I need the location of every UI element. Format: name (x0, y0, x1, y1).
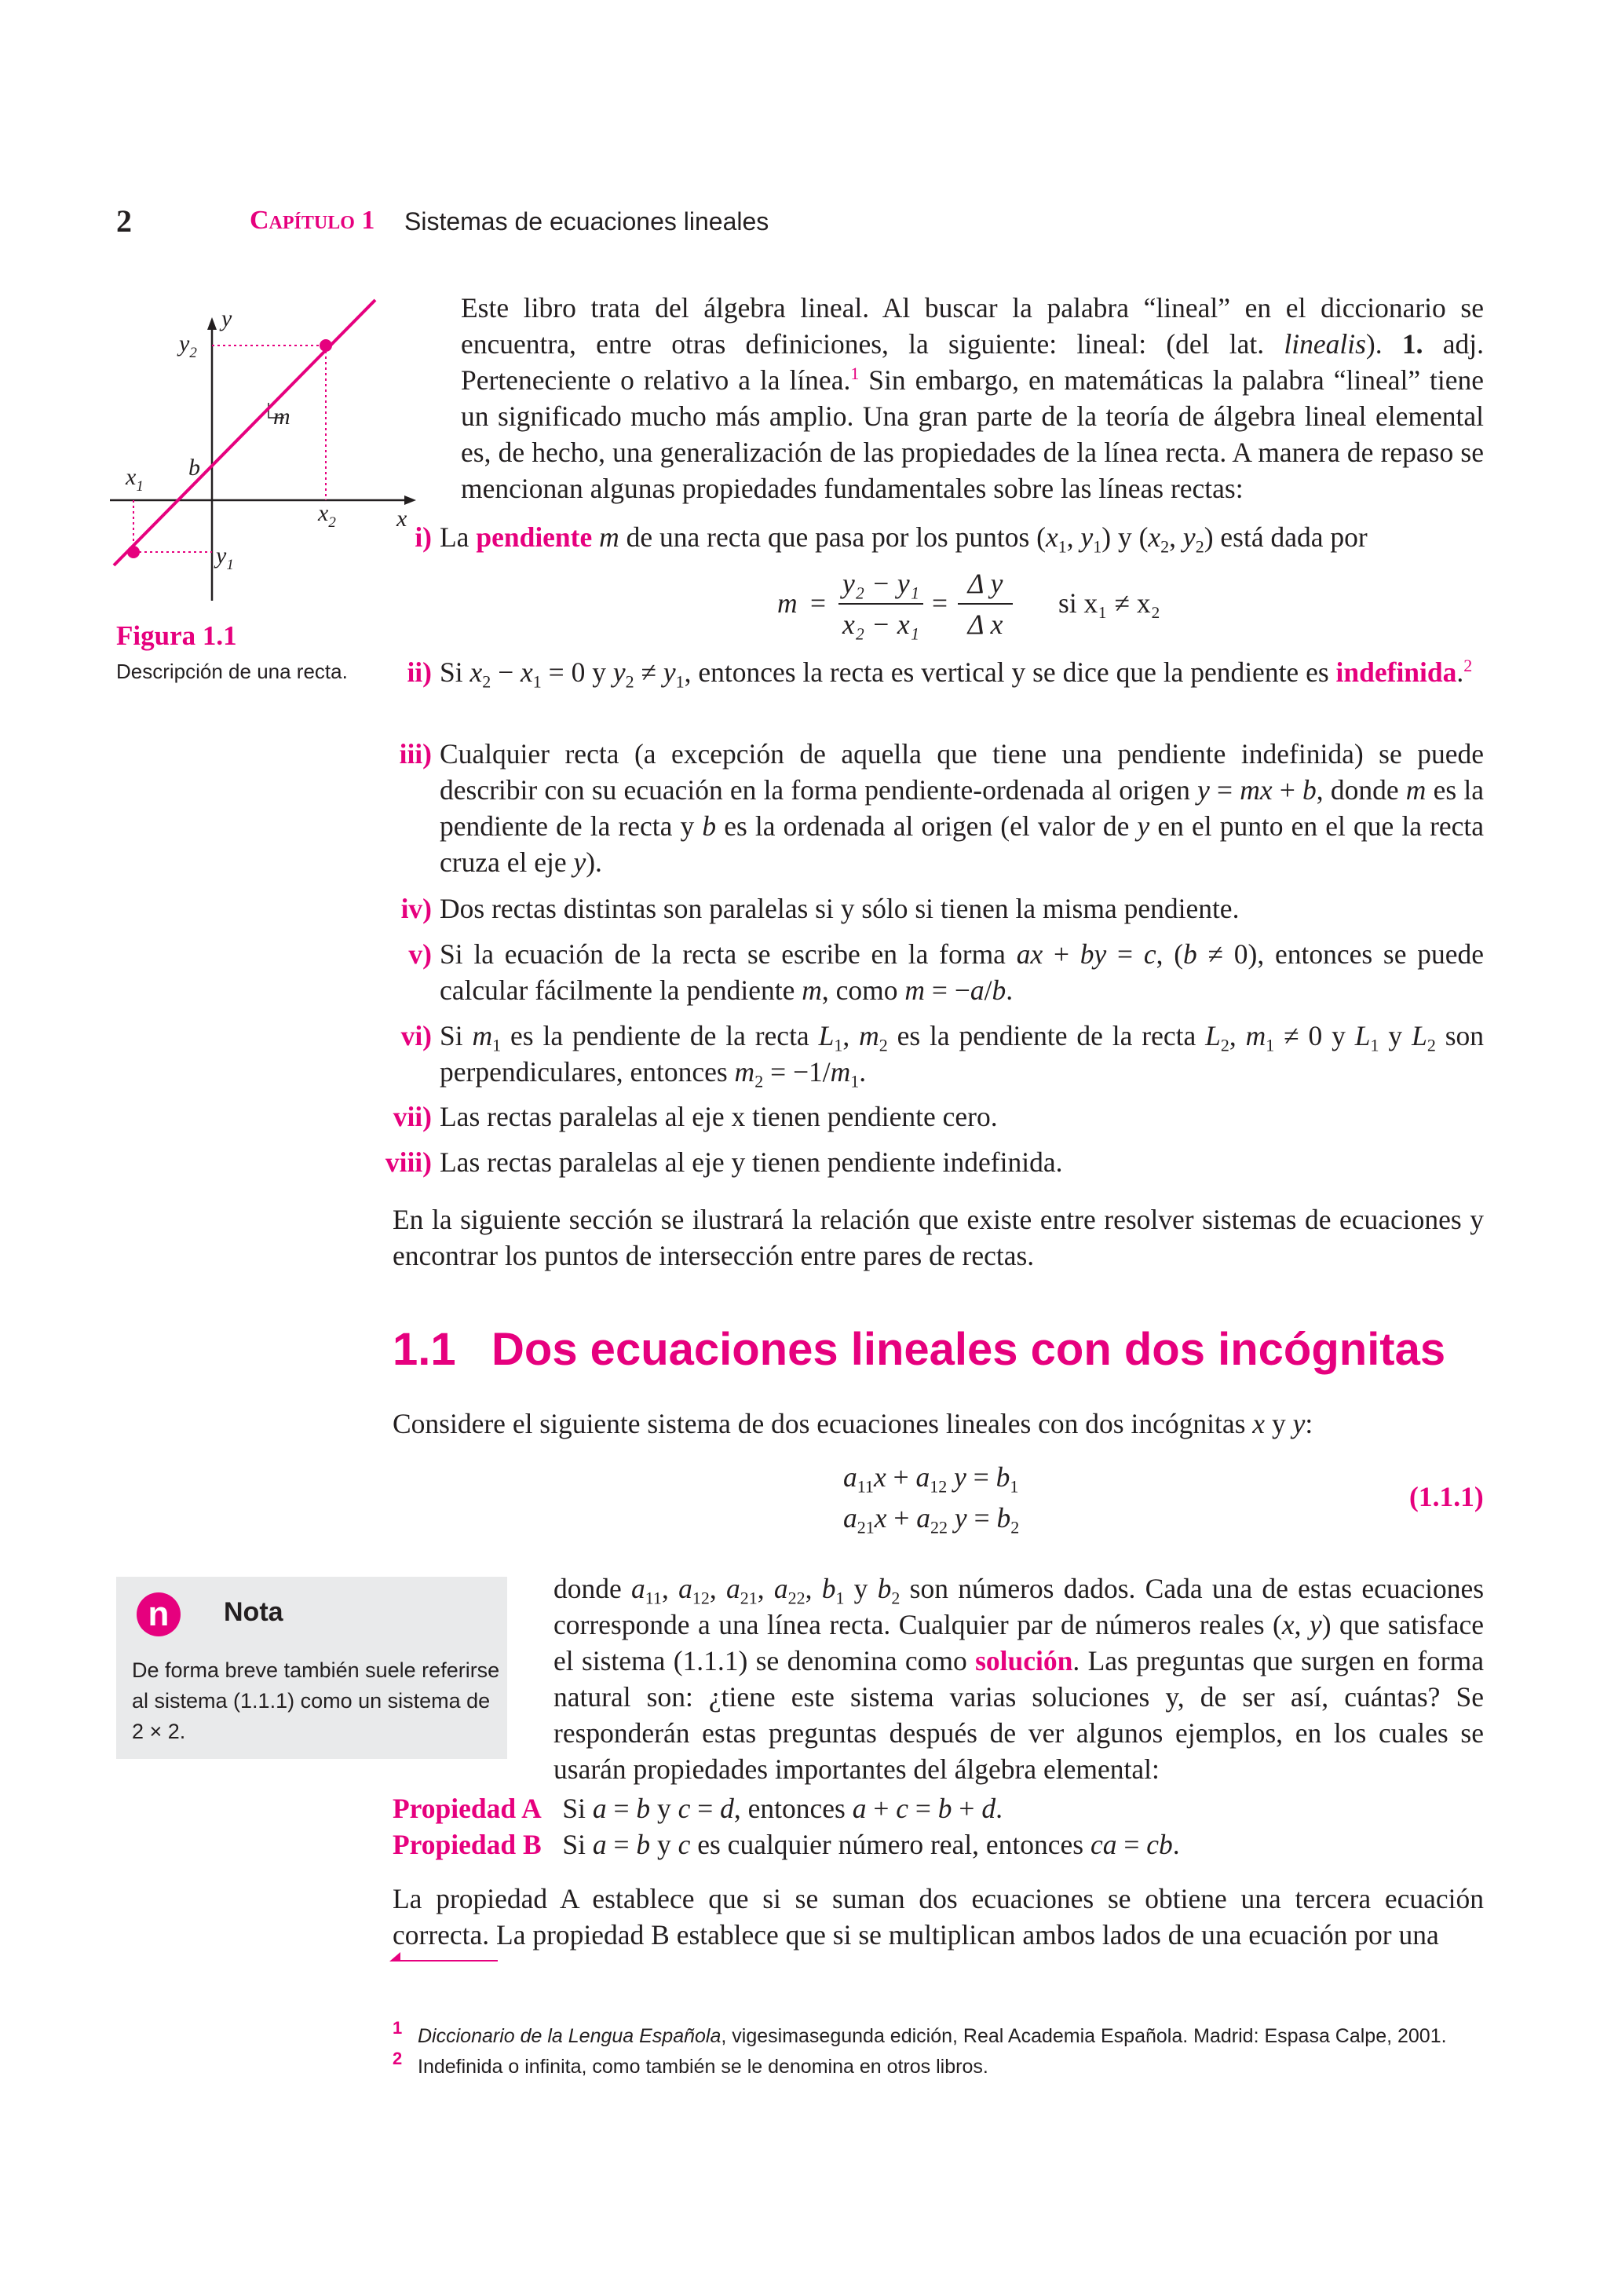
section-number: 1.1 (393, 1324, 456, 1375)
section-title: Dos ecuaciones lineales con dos incógnitas (491, 1324, 1446, 1375)
transition-paragraph: En la siguiente sección se ilustrará la relación que existe entre resolver sistemas de ecuaciones y encontrar los puntos de intersección entre pares de rectas. (393, 1204, 1484, 1271)
list-item-iv: iv) Dos rectas distintas son paralelas si y sólo si tienen la misma pendiente. (400, 893, 1240, 924)
graph-line (114, 300, 375, 565)
note-text: De forma breve también suele referirse al sistema (1.1.1) como un sistema de 2 × 2. (132, 1658, 500, 1743)
list-item-vii: vii) Las rectas paralelas al eje x tienen pendiente cero. (393, 1101, 998, 1132)
note-title: Nota (224, 1597, 283, 1627)
footnote-ref-1: 1 (850, 363, 860, 383)
m-label: m (273, 404, 290, 430)
equation-2: $a_{21}x + a_{22}$ $y = b_2$ (843, 1502, 1020, 1537)
x-axis-arrow-icon (404, 495, 416, 505)
equation-number: (1.1.1) (1409, 1481, 1484, 1512)
closing-paragraph: La propiedad A establece que si se suman dos ecuaciones se obtiene una tercera ecuación correcta. La propiedad B establece que si se multiplican ambos lados de una ecuación por una (393, 1883, 1484, 1951)
footnote-rule (393, 1960, 498, 1961)
x2-label: $x_2$ (318, 500, 336, 531)
note-box (116, 1577, 507, 1759)
y1-label: $y_1$ (216, 543, 234, 573)
y-axis-label: y (221, 305, 232, 331)
chapter-label: Capítulo 1 (250, 206, 375, 235)
x1-label: $x_1$ (126, 464, 144, 495)
list-item-ii: ii) Si $x_2 - x_1 = 0$ y $y_2 \ne y_1$, entonces la recta es vertical y se dice que la pendiente es indefinida.$^2$ (407, 655, 1473, 692)
system-equations (843, 1457, 1019, 1538)
chapter-title: Sistemas de ecuaciones lineales (404, 207, 769, 236)
donde-paragraph: donde $a_{11}$, $a_{12}$, $a_{21}$, $a_{22}$, $b_1$ y $b_2$ son números dados. Cada una de estas ecuaciones corresponde a una línea recta. Cualquier par de números reales (x, y) que satisface el sistema (1.1.1) se denomina como solución. Las preguntas que surgen en forma natural son: ¿tiene este sistema varias soluciones y, de ser así, cuántas? Se responderán estas preguntas después de ver algunos ejemplos, en los cuales se usarán propiedades importantes del álgebra elemental: (553, 1573, 1485, 1785)
figure-caption: Figura 1.1 (116, 620, 237, 651)
intro-paragraph: Este libro trata del álgebra lineal. Al buscar la palabra “lineal” en el diccionario se encuentra, entre otras definiciones, la siguiente: lineal: (del lat. linealis). 1. adj. Perteneciente o relativo a la línea.$^1$ Sin embargo, en matemáticas la palabra “lineal” tiene un significado mucho más amplio. Una gran parte de la teoría de álgebra lineal elemental es, de hecho, una generalización de las propiedades de la línea recta. A manera de repaso se mencionan algunas propiedades fundamentales sobre las líneas rectas: (461, 292, 1485, 504)
page-number: 2 (116, 203, 132, 239)
system-intro: Considere el siguiente sistema de dos ecuaciones lineales con dos incógnitas x y y: (393, 1408, 1313, 1439)
list-item-v: v) Si la ecuación de la recta se escribe en la forma ax + by = c, (b ≠ 0), entonces se puede calcular fácilmente la pendiente m, como m = −a/b. (408, 938, 1485, 1006)
property-a: Propiedad A Si a = b y c = d, entonces a + c = b + d. (393, 1793, 1003, 1824)
figure-description: Descripción de una recta. (116, 660, 348, 683)
list-item-vi: vi) Si $m_1$ es la pendiente de la recta $L_1$, $m_2$ es la pendiente de la recta $L_2$, $m_1 \ne 0$ y $L_1$ y $L_2$ son perpendiculares, entonces $m_2 = -1/m_1$. (400, 1020, 1485, 1091)
y2-label: $y_2$ (179, 331, 197, 361)
figure-line-graph (110, 298, 424, 612)
point-2 (320, 339, 332, 352)
footnote-2: 2 Indefinida o infinita, como también se le denomina en otros libros. (393, 2049, 988, 2078)
y-axis-arrow-icon (207, 317, 217, 330)
footnote-ref-2: 2 (1463, 655, 1473, 675)
point-1 (127, 546, 140, 558)
property-b: Propiedad B Si a = b y c es cualquier número real, entonces ca = cb. (393, 1829, 1180, 1860)
list-item-iii: iii) Cualquier recta (a excepción de aquella que tiene una pendiente indefinida) se puede describir con su ecuación en la forma pendiente-ordenada al origen y = mx + b, donde m es la pendiente de la recta y b es la ordenada al origen (el valor de y en el punto en el que la recta cruza el eje y). (399, 738, 1485, 878)
list-item-i: i) La pendiente m de una recta que pasa por los puntos ($x_1$, $y_1$) y ($x_2$, $y_2$) está dada por (415, 521, 1368, 557)
x-axis-label: x (396, 506, 407, 532)
list-item-viii: viii) Las rectas paralelas al eje y tienen pendiente indefinida. (385, 1146, 1063, 1178)
b-label: b (188, 455, 200, 481)
equation-1: $a_{11}x + a_{12}$ $y = b_1$ (843, 1461, 1019, 1497)
note-icon: n (137, 1592, 181, 1636)
footnote-1: 1 Diccionario de la Lengua Española, vigesimasegunda edición, Real Academia Española. Madrid: Espasa Calpe, 2001. (393, 2018, 1447, 2047)
